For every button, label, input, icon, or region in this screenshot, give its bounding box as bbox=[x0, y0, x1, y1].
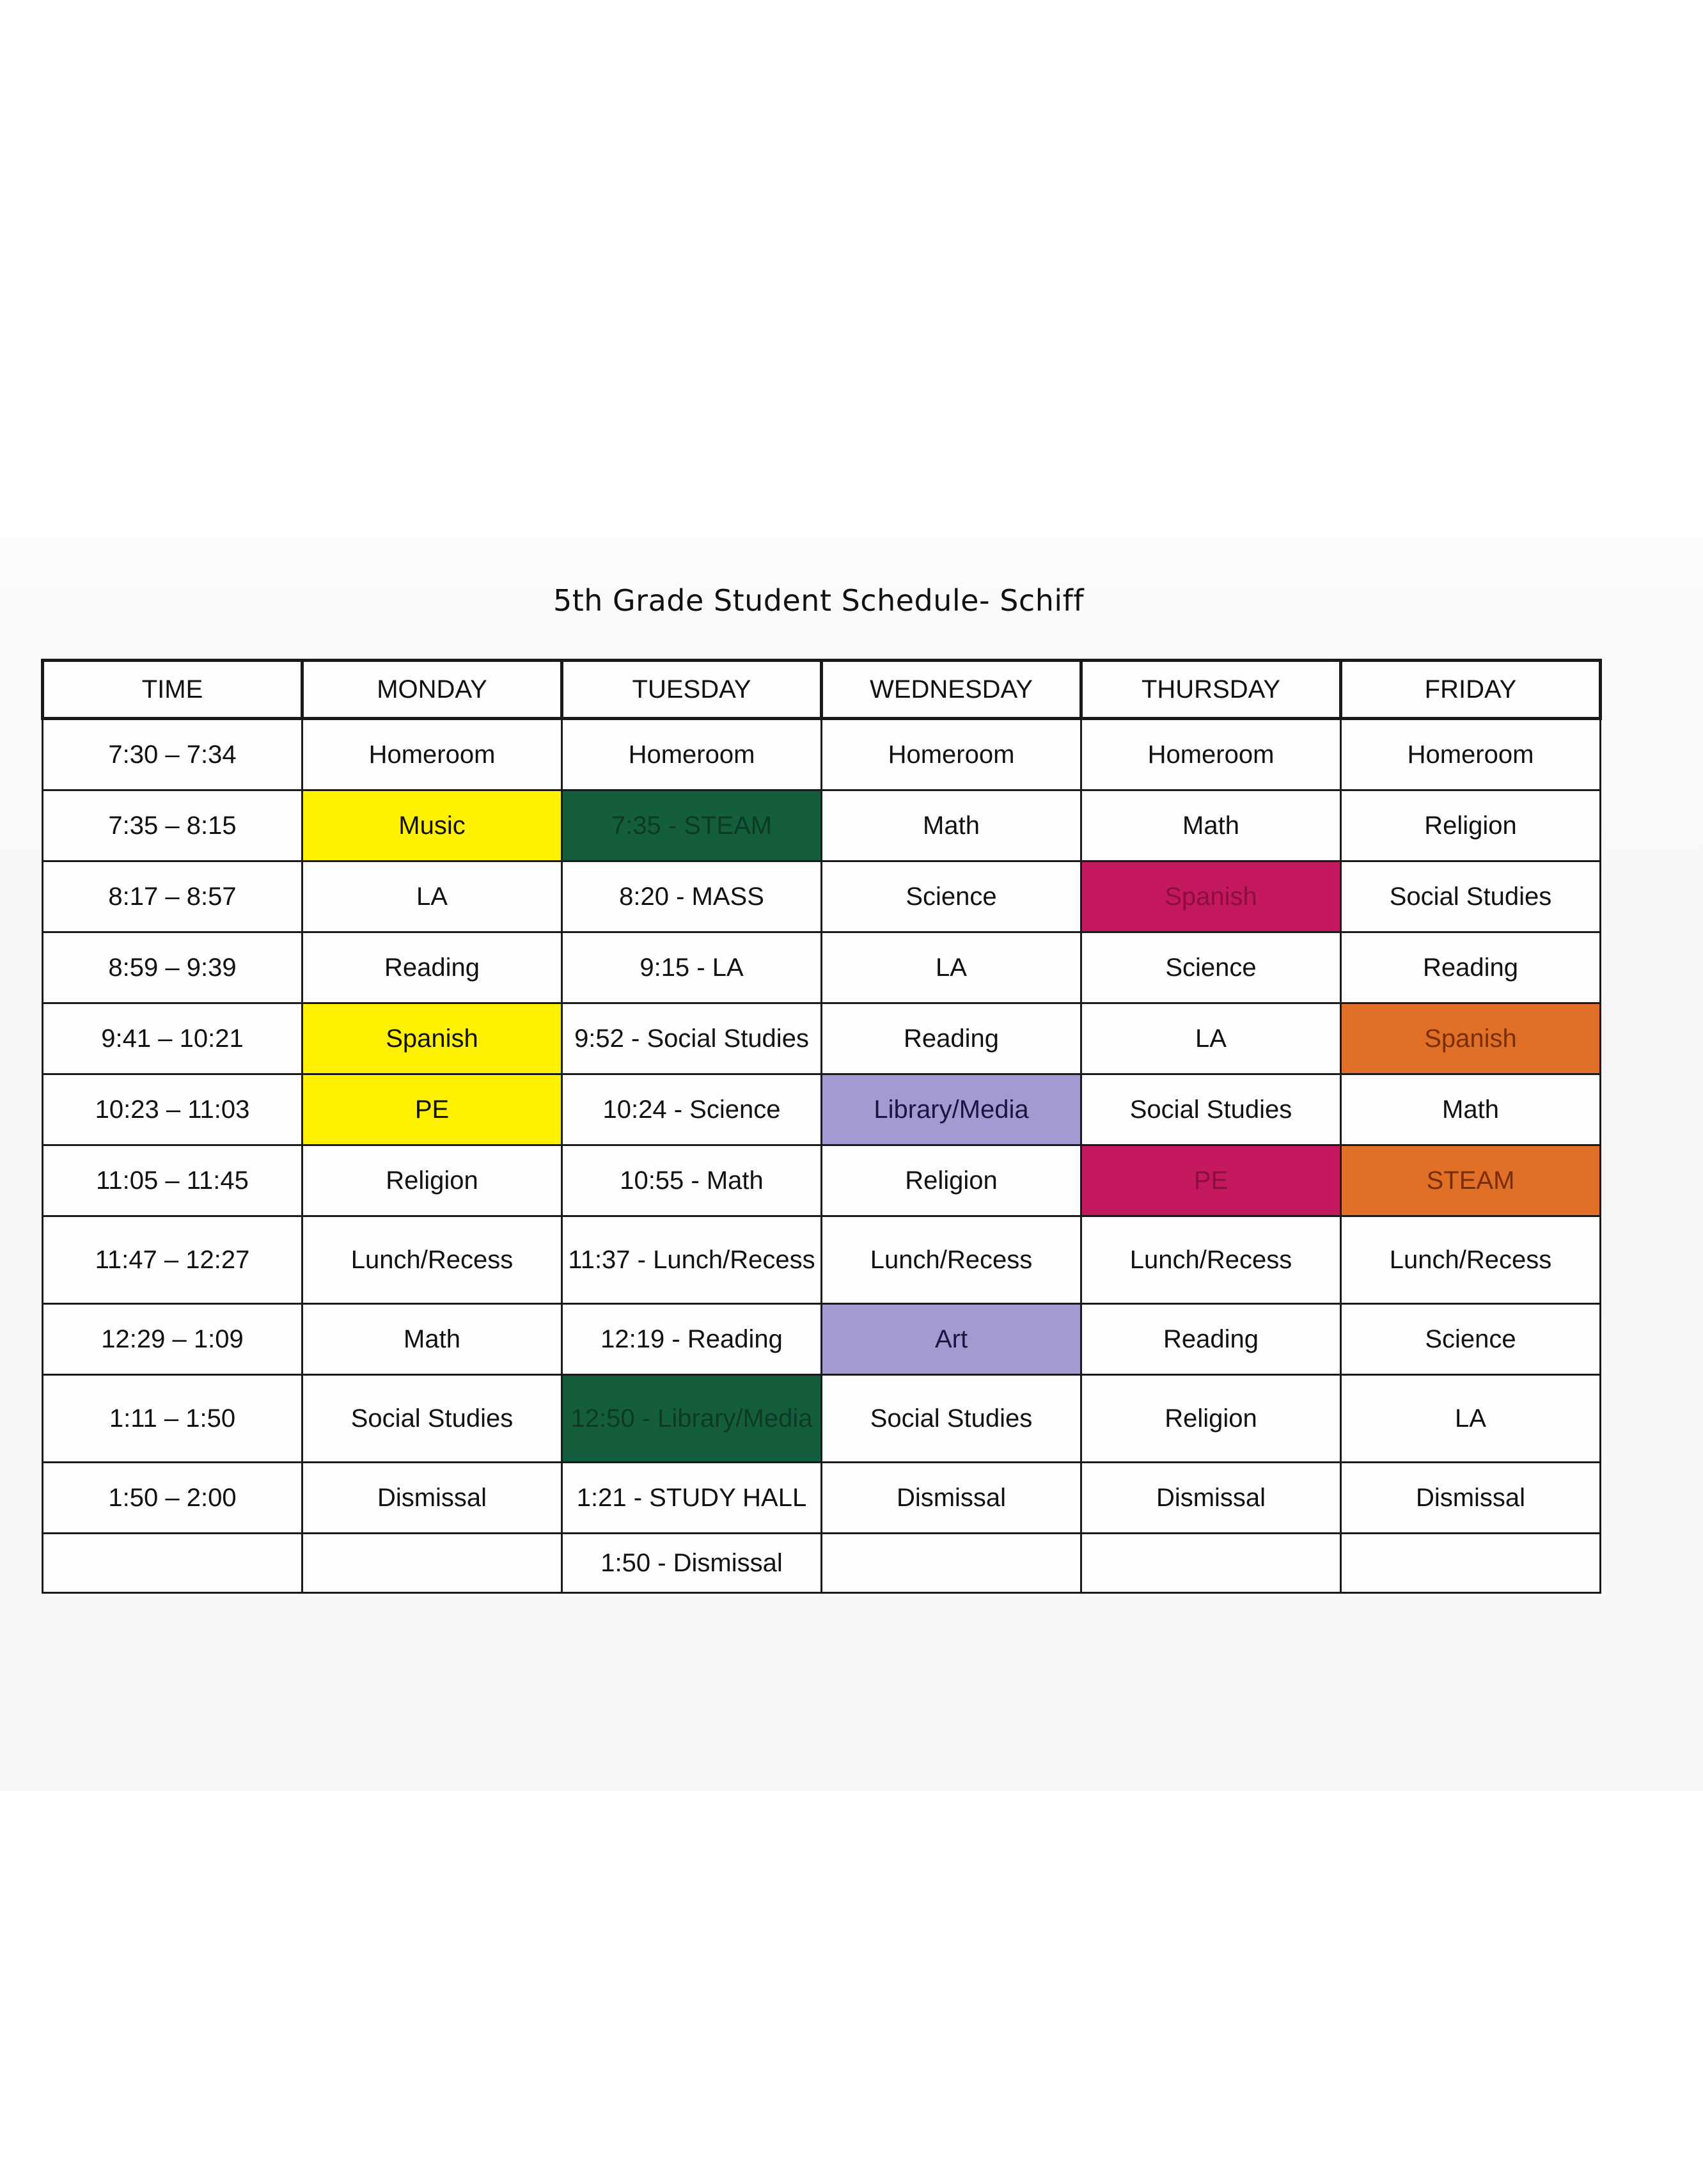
cell-wednesday: Social Studies bbox=[822, 1375, 1081, 1463]
cell-thursday: Lunch/Recess bbox=[1081, 1216, 1341, 1304]
cell-tuesday: 8:20 - MASS bbox=[562, 861, 822, 932]
schedule-row bbox=[43, 719, 1601, 790]
cell-friday: Math bbox=[1341, 1074, 1601, 1145]
header-row bbox=[43, 661, 1601, 719]
cell-thursday: Dismissal bbox=[1081, 1463, 1341, 1534]
cell-monday: Dismissal bbox=[302, 1463, 562, 1534]
cell-tuesday: 11:37 - Lunch/Recess bbox=[562, 1216, 822, 1304]
cell-time bbox=[43, 1534, 302, 1593]
cell-thursday: Homeroom bbox=[1081, 719, 1341, 790]
schedule-row bbox=[43, 1145, 1601, 1216]
cell-friday bbox=[1341, 1534, 1601, 1593]
cell-wednesday: Lunch/Recess bbox=[822, 1216, 1081, 1304]
cell-monday: Social Studies bbox=[302, 1375, 562, 1463]
cell-time: 7:30 – 7:34 bbox=[43, 719, 302, 790]
cell-monday bbox=[302, 1534, 562, 1593]
cell-monday: Reading bbox=[302, 932, 562, 1003]
cell-time: 7:35 – 8:15 bbox=[43, 790, 302, 861]
cell-monday: Math bbox=[302, 1304, 562, 1375]
cell-monday: PE bbox=[302, 1074, 562, 1145]
schedule-table bbox=[41, 659, 1602, 1594]
cell-friday: Dismissal bbox=[1341, 1463, 1601, 1534]
header-wednesday: WEDNESDAY bbox=[822, 661, 1081, 719]
cell-friday: Social Studies bbox=[1341, 861, 1601, 932]
cell-wednesday: Homeroom bbox=[822, 719, 1081, 790]
cell-friday: Spanish bbox=[1341, 1003, 1601, 1074]
cell-thursday: Religion bbox=[1081, 1375, 1341, 1463]
cell-time: 11:05 – 11:45 bbox=[43, 1145, 302, 1216]
cell-time: 8:59 – 9:39 bbox=[43, 932, 302, 1003]
cell-wednesday: LA bbox=[822, 932, 1081, 1003]
header-thursday: THURSDAY bbox=[1081, 661, 1341, 719]
cell-friday: Science bbox=[1341, 1304, 1601, 1375]
cell-time: 1:50 – 2:00 bbox=[43, 1463, 302, 1534]
header-tuesday: TUESDAY bbox=[562, 661, 822, 719]
schedule-row bbox=[43, 790, 1601, 861]
cell-wednesday: Math bbox=[822, 790, 1081, 861]
cell-time: 1:11 – 1:50 bbox=[43, 1375, 302, 1463]
cell-time: 9:41 – 10:21 bbox=[43, 1003, 302, 1074]
cell-thursday: Reading bbox=[1081, 1304, 1341, 1375]
cell-thursday: Science bbox=[1081, 932, 1341, 1003]
schedule-row bbox=[43, 1375, 1601, 1463]
cell-monday: LA bbox=[302, 861, 562, 932]
cell-friday: Religion bbox=[1341, 790, 1601, 861]
cell-tuesday: 12:19 - Reading bbox=[562, 1304, 822, 1375]
cell-wednesday: Reading bbox=[822, 1003, 1081, 1074]
cell-tuesday: 1:21 - STUDY HALL bbox=[562, 1463, 822, 1534]
cell-friday: Reading bbox=[1341, 932, 1601, 1003]
cell-wednesday: Religion bbox=[822, 1145, 1081, 1216]
cell-tuesday: 10:55 - Math bbox=[562, 1145, 822, 1216]
schedule-body bbox=[43, 719, 1601, 1593]
cell-monday: Spanish bbox=[302, 1003, 562, 1074]
cell-tuesday: 9:15 - LA bbox=[562, 932, 822, 1003]
cell-thursday: Spanish bbox=[1081, 861, 1341, 932]
cell-thursday: Math bbox=[1081, 790, 1341, 861]
header-monday: MONDAY bbox=[302, 661, 562, 719]
schedule-row bbox=[43, 1463, 1601, 1534]
cell-monday: Religion bbox=[302, 1145, 562, 1216]
cell-friday: Lunch/Recess bbox=[1341, 1216, 1601, 1304]
cell-tuesday: Homeroom bbox=[562, 719, 822, 790]
cell-tuesday: 10:24 - Science bbox=[562, 1074, 822, 1145]
header-time: TIME bbox=[43, 661, 302, 719]
schedule-row bbox=[43, 1074, 1601, 1145]
cell-monday: Homeroom bbox=[302, 719, 562, 790]
cell-friday: LA bbox=[1341, 1375, 1601, 1463]
schedule-row bbox=[43, 1304, 1601, 1375]
cell-tuesday: 7:35 - STEAM bbox=[562, 790, 822, 861]
schedule-row bbox=[43, 1534, 1601, 1593]
cell-thursday: LA bbox=[1081, 1003, 1341, 1074]
page-title: 5th Grade Student Schedule- Schiff bbox=[553, 583, 1085, 618]
cell-tuesday: 9:52 - Social Studies bbox=[562, 1003, 822, 1074]
header-friday: FRIDAY bbox=[1341, 661, 1601, 719]
cell-thursday bbox=[1081, 1534, 1341, 1593]
cell-tuesday: 1:50 - Dismissal bbox=[562, 1534, 822, 1593]
cell-wednesday: Science bbox=[822, 861, 1081, 932]
cell-wednesday: Art bbox=[822, 1304, 1081, 1375]
cell-wednesday: Library/Media bbox=[822, 1074, 1081, 1145]
cell-thursday: PE bbox=[1081, 1145, 1341, 1216]
schedule-row bbox=[43, 861, 1601, 932]
cell-time: 8:17 – 8:57 bbox=[43, 861, 302, 932]
cell-wednesday: Dismissal bbox=[822, 1463, 1081, 1534]
cell-thursday: Social Studies bbox=[1081, 1074, 1341, 1145]
cell-friday: STEAM bbox=[1341, 1145, 1601, 1216]
cell-tuesday: 12:50 - Library/Media bbox=[562, 1375, 822, 1463]
cell-wednesday bbox=[822, 1534, 1081, 1593]
schedule-row bbox=[43, 1003, 1601, 1074]
schedule-row bbox=[43, 1216, 1601, 1304]
cell-time: 12:29 – 1:09 bbox=[43, 1304, 302, 1375]
cell-monday: Music bbox=[302, 790, 562, 861]
cell-time: 11:47 – 12:27 bbox=[43, 1216, 302, 1304]
cell-friday: Homeroom bbox=[1341, 719, 1601, 790]
cell-time: 10:23 – 11:03 bbox=[43, 1074, 302, 1145]
cell-monday: Lunch/Recess bbox=[302, 1216, 562, 1304]
schedule-row bbox=[43, 932, 1601, 1003]
